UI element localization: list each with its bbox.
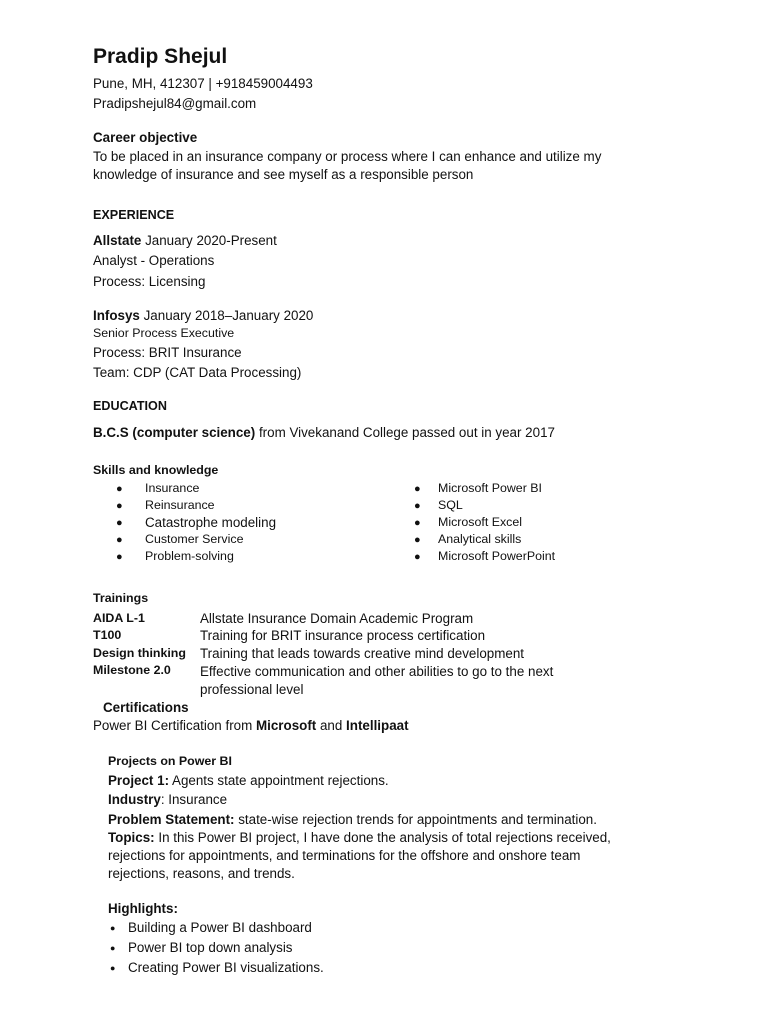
job-allstate-title (93, 233, 277, 248)
job-company: Infosys (93, 308, 140, 323)
contact-address: Pune, MH, 412307 | +918459004493 (93, 76, 313, 91)
experience-heading: EXPERIENCE (93, 208, 175, 222)
bullet-icon: ● (116, 500, 123, 512)
training-name: T100 (93, 628, 122, 642)
project-title (108, 773, 389, 788)
problem-value: state-wise rejection trends for appointments and termination. (234, 812, 597, 827)
bullet-icon: ● (414, 517, 421, 529)
skill-item: Insurance (145, 481, 200, 495)
certification-prefix: Power BI Certification from (93, 718, 256, 733)
bullet-icon: ● (110, 943, 116, 953)
bullet-icon: ● (414, 534, 421, 546)
certifications-heading: Certifications (103, 700, 189, 715)
project-industry (108, 792, 227, 807)
education-detail: from Vivekanand College passed out in year 2017 (255, 425, 555, 440)
skill-item: Catastrophe modeling (145, 515, 277, 530)
job-process: Process: Licensing (93, 274, 206, 289)
bullet-icon: ● (414, 483, 421, 495)
bullet-icon: ● (110, 963, 116, 973)
bullet-icon: ● (414, 551, 421, 563)
training-desc: Training for BRIT insurance process certification (200, 628, 486, 643)
project-value: Agents state appointment rejections. (169, 773, 389, 788)
job-company: Allstate (93, 233, 142, 248)
training-desc-continued: professional level (200, 682, 304, 697)
certification-org: Intellipaat (346, 718, 409, 733)
skills-heading: Skills and knowledge (93, 463, 219, 477)
contact-email: Pradipshejul84@gmail.com (93, 96, 257, 111)
industry-value: : Insurance (160, 792, 228, 807)
training-desc: Allstate Insurance Domain Academic Program (200, 611, 474, 626)
bullet-icon: ● (116, 517, 123, 529)
topics-label: Topics: (108, 830, 155, 845)
training-name: Milestone 2.0 (93, 663, 171, 677)
topics-line-2: rejections for appointments, and terminations for the offshore and onshore team (108, 848, 581, 863)
training-name: Design thinking (93, 646, 186, 660)
job-team: Team: CDP (CAT Data Processing) (93, 365, 302, 380)
certification-entry (93, 718, 409, 733)
skill-item: Microsoft Power BI (438, 481, 542, 495)
topics-line-3: rejections, reasons, and trends. (108, 866, 295, 881)
skill-item: Reinsurance (145, 498, 215, 512)
training-desc: Effective communication and other abilities to go to the next (200, 664, 554, 679)
job-role: Analyst - Operations (93, 253, 215, 268)
training-desc: Training that leads towards creative mind development (200, 646, 525, 661)
job-process: Process: BRIT Insurance (93, 345, 242, 360)
certification-and: and (316, 718, 347, 733)
job-role: Senior Process Executive (93, 326, 235, 340)
bullet-icon: ● (116, 483, 123, 495)
certification-org: Microsoft (255, 718, 317, 733)
industry-label: Industry (108, 792, 161, 807)
skill-item: Customer Service (145, 532, 244, 546)
highlight-item: Creating Power BI visualizations. (128, 960, 324, 975)
highlights-heading-text: Highlights: (108, 901, 178, 916)
skill-item: Microsoft PowerPoint (438, 549, 556, 563)
education-degree: B.C.S (computer science) (93, 425, 256, 440)
objective-line-1: To be placed in an insurance company or process where I can enhance and utilize my (93, 149, 602, 164)
trainings-heading: Trainings (93, 591, 149, 605)
project-label: Project 1: (108, 773, 170, 788)
job-dates: January 2018–January 2020 (139, 308, 314, 323)
bullet-icon: ● (116, 534, 123, 546)
highlight-item: Power BI top down analysis (128, 940, 293, 955)
objective-line-2: knowledge of insurance and see myself as a responsible person (93, 167, 474, 182)
objective-heading: Career objective (93, 130, 198, 145)
bullet-icon: ● (110, 923, 116, 933)
project-topics (108, 830, 611, 845)
projects-heading: Projects on Power BI (108, 754, 232, 768)
problem-label: Problem Statement: (108, 812, 235, 827)
candidate-name: Pradip Shejul (93, 45, 228, 68)
skill-item: Microsoft Excel (438, 515, 522, 529)
job-dates: January 2020-Present (141, 233, 277, 248)
highlight-item: Building a Power BI dashboard (128, 920, 312, 935)
bullet-icon: ● (116, 551, 123, 563)
bullet-icon: ● (414, 500, 421, 512)
skill-item: SQL (438, 498, 463, 512)
education-heading: EDUCATION (93, 399, 167, 413)
project-problem (108, 812, 597, 827)
skill-item: Analytical skills (438, 532, 522, 546)
job-infosys-title (93, 308, 313, 323)
skill-item: Problem-solving (145, 549, 234, 563)
topics-line-1: In this Power BI project, I have done the analysis of total rejections received, (154, 830, 611, 845)
education-entry (93, 425, 555, 440)
training-name: AIDA L-1 (93, 611, 145, 625)
highlights-heading (108, 901, 178, 916)
